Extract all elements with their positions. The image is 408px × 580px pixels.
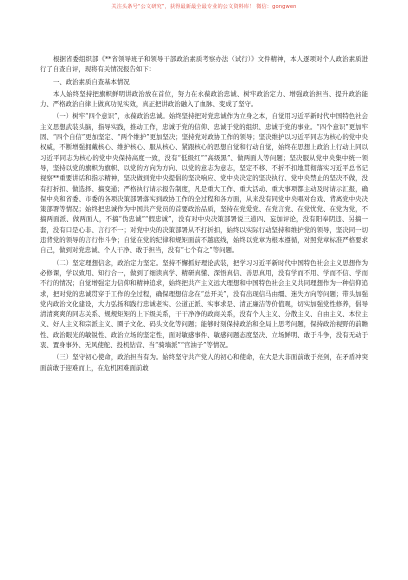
summary-paragraph: 本人始终坚持把旗帜鲜明讲政治放在首位，努力在永葆政治忠诚、树牢政治定力、增强政治担当、提升政治能力、严格政治自律上做真功见实效，真正把讲政治融入了血脉、变成了坚守。 [40, 89, 368, 109]
section-heading: 一、政治素质自查基本情况 [53, 77, 130, 86]
intro-paragraph: 根据省委组织部《**省领导班子和领导干部政治素质考察办法（试行）》文件精神，本人逐项对个人政治素质进行了自查自评，现将有关情况报告如下： [40, 55, 368, 74]
document-body [40, 54, 368, 373]
header-watermark: 关注头条号“公文研究”，获得最新最全最专业的公文资料库！ 微信：gongwen [111, 4, 297, 10]
section-3-paragraph: （三）坚守初心使命，政治担当有为。始终坚守共产党人的初心和使命，在大是大非面前敢于亮剑，在矛盾冲突面前敢于迎难而上，在危机困难面前敢 [40, 353, 368, 372]
section-2-paragraph: （二）坚定理想信念，政治定力坚定。坚持不懈抓好理论武装，把学习习近平新时代中国特色社会主义思想作为必修课，学以致用、知行合一，做到了细读真学、精研真懂、深悟真信、善思真用，没有学而不用、学而不信、学而不行的情况；自觉增强定力信仰和精神追求，始终把共产主义远大理想和中国特色社会主义共同理想作为一种信仰追求，把对党的忠诚贯穿于工作的全过程，确保理想信念在“总开关”，没有出现信马由缰、迷失方向等问题；带头加强党内政治文化建设，大力弘扬和践行忠诚老实、公道正派、实事求是、清正廉洁等价值观，切实加强党性修养，倡导清清爽爽的同志关系、规规矩矩的上下级关系，干干净净的政商关系，没有个人主义、分散主义、自由主义、本位主义、好人主义和宗派主义、圈子文化、码头文化等问题；能够时刻保持政治和全局上思考问题，保持政治视野的前瞻性、政治眼光的敏锐性、政治立场的坚定性，面对敏感事件、敏感问题态度坚决、立场鲜明、敢于斗争，没有无动于衷、置身事外、无风使舵、投机钻营、当“骑墙派”“官油子”等情况。 [40, 258, 368, 350]
section-1-paragraph: （一）树牢“四个意识”，永葆政治忠诚。始终坚持把对党忠诚作为立身之本，自觉用习近平新时代中国特色社会主义思想武装头脑，指导实践，推动工作，忠诚于党的信仰、忠诚于党的组织、忠诚于党的事业。“四个意识”更加牢固、“四个自信”更加坚定、“两个维护”更加坚决；坚持党对政协工作的领导；坚决维护以习近平同志为核心的党中央权威，不断增强拥戴核心、维护核心、服从核心、紧跟核心的思想自觉和行动自觉，始终在思想上政治上行动上同以习近平同志为核心的党中央保持高度一致，没有“低级红”“高级黑”、做两面人等问题；坚决服从党中央集中统一领导，坚持以党的旗帜为旗帜、以党的方向为方向、以党的意志为意志，坚定不移、不折不扣地贯彻落实习近平总书记视察**重要讲话和指示精神，坚决做到党中央提倡的坚决响应、党中央决定的坚决执行、党中央禁止的坚决不做，没有打折扣、做选择、搞变通；严格执行请示报告制度，凡是重大工作、重大活动、重大事项都主动及时请示汇报，确保中央和省委、市委的各项决策部署落实到政协工作的全过程和各方面，从来没有同党中央唱对台戏、背离党中央决策部署等情况；始终把忠诚作为中国共产党员的首要政治品质，坚持在党爱党、在党言党、在党忧党、在党为党，不搞两面派、做两面人，不搞“伪忠诚”“假忠诚”，没有对中央决策部署说三道四、妄加评论，没有阳奉阴违、另搞一套，没有口是心非、言行不一；对党中央的决策部署从不打折扣，始终以实际行动坚持和维护党的领导，坚决同一切违背党的领导的言行作斗争；自觉在党的纪律和规矩面前不越底线，始终以党章为根本遵循，对照党章标准严格要求自己，做到对党忠诚、个人干净、敢于担当，没有“七个有之”等问题。 [40, 112, 368, 255]
